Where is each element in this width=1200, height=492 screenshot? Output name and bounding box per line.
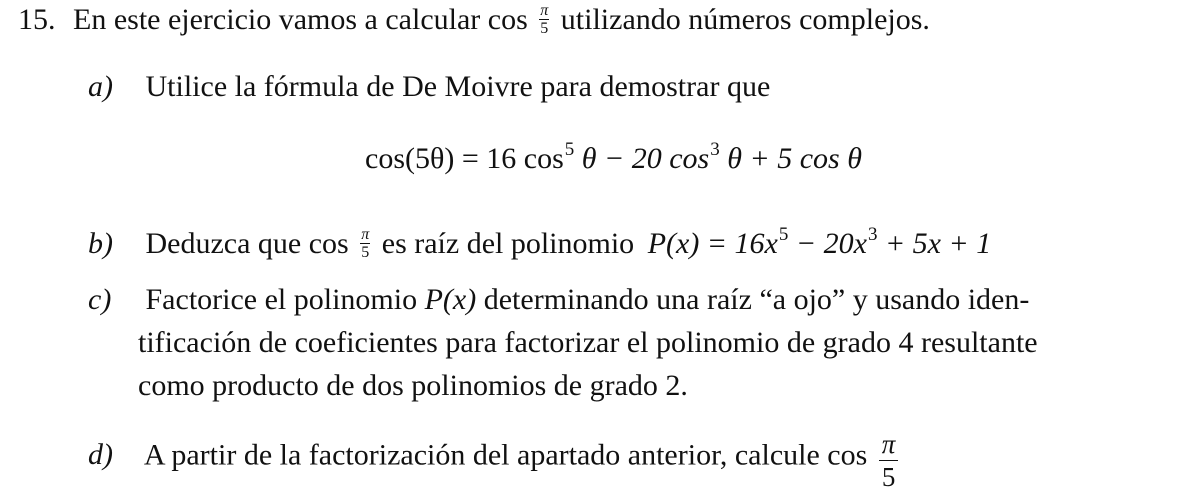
part-c-text-line-2: tificación de coeficientes para factorizar el polinomio de grado 4 resultante: [138, 326, 1038, 359]
problem-statement: [18, 3, 930, 39]
problem-number: 15.: [18, 3, 56, 36]
part-d-statement: [88, 427, 902, 492]
part-d-fraction: [879, 430, 899, 491]
de-moivre-equation: [365, 139, 862, 180]
problem-text-after: utilizando números complejos.: [560, 3, 930, 36]
part-a-text: Utilice la fórmula de De Moivre para demostrar que: [145, 70, 771, 103]
part-a-statement: [88, 70, 770, 104]
part-c-text-before: Factorice el polinomio: [145, 283, 418, 316]
fraction-numerator: π: [361, 225, 370, 243]
part-c-line-2: [138, 326, 1038, 360]
problem-fraction: [539, 3, 549, 36]
part-c-text-after: determinando una raíz “a ojo” y usando iden-: [483, 283, 1030, 316]
equation-rhs: θ + 5 cos θ: [727, 142, 862, 175]
part-c-label: c): [88, 283, 112, 316]
polynomial-mid: − 20x: [795, 227, 867, 260]
part-d-label: d): [88, 438, 113, 472]
equation-exponent-5: 5: [564, 139, 575, 160]
part-b-text-mid: es raíz del polinomio: [381, 227, 635, 260]
part-c-text-line-3: como producto de dos polinomios de grado 2.: [138, 369, 688, 402]
part-b-label: b): [88, 227, 113, 260]
part-b-statement: [88, 224, 992, 265]
polynomial-lhs: P(x) = 16x: [647, 227, 778, 260]
fraction-denominator: 5: [361, 243, 370, 261]
part-b-text-before: Deduzca que cos: [145, 227, 349, 260]
equation-lhs: cos(5θ) = 16 cos: [365, 142, 564, 175]
part-a-label: a): [88, 70, 113, 103]
fraction-denominator: 5: [881, 462, 896, 492]
polynomial-exponent-3: 3: [867, 224, 878, 245]
problem-text-before: En este ejercicio vamos a calcular cos: [73, 3, 528, 36]
part-b-fraction: [360, 227, 370, 260]
part-d-text: A partir de la factorización del apartado anterior, calcule cos: [143, 438, 868, 472]
fraction-numerator: π: [540, 1, 549, 19]
equation-mid: θ − 20 cos: [581, 142, 710, 175]
fraction-denominator: 5: [540, 19, 549, 37]
part-c-line-1: [88, 283, 1029, 317]
fraction-numerator: π: [879, 430, 899, 461]
polynomial-exponent-5: 5: [778, 224, 789, 245]
equation-exponent-3: 3: [710, 139, 720, 160]
part-c-math: P(x): [424, 283, 477, 316]
polynomial-rhs: + 5x + 1: [884, 227, 992, 260]
part-c-line-3: [138, 369, 688, 403]
